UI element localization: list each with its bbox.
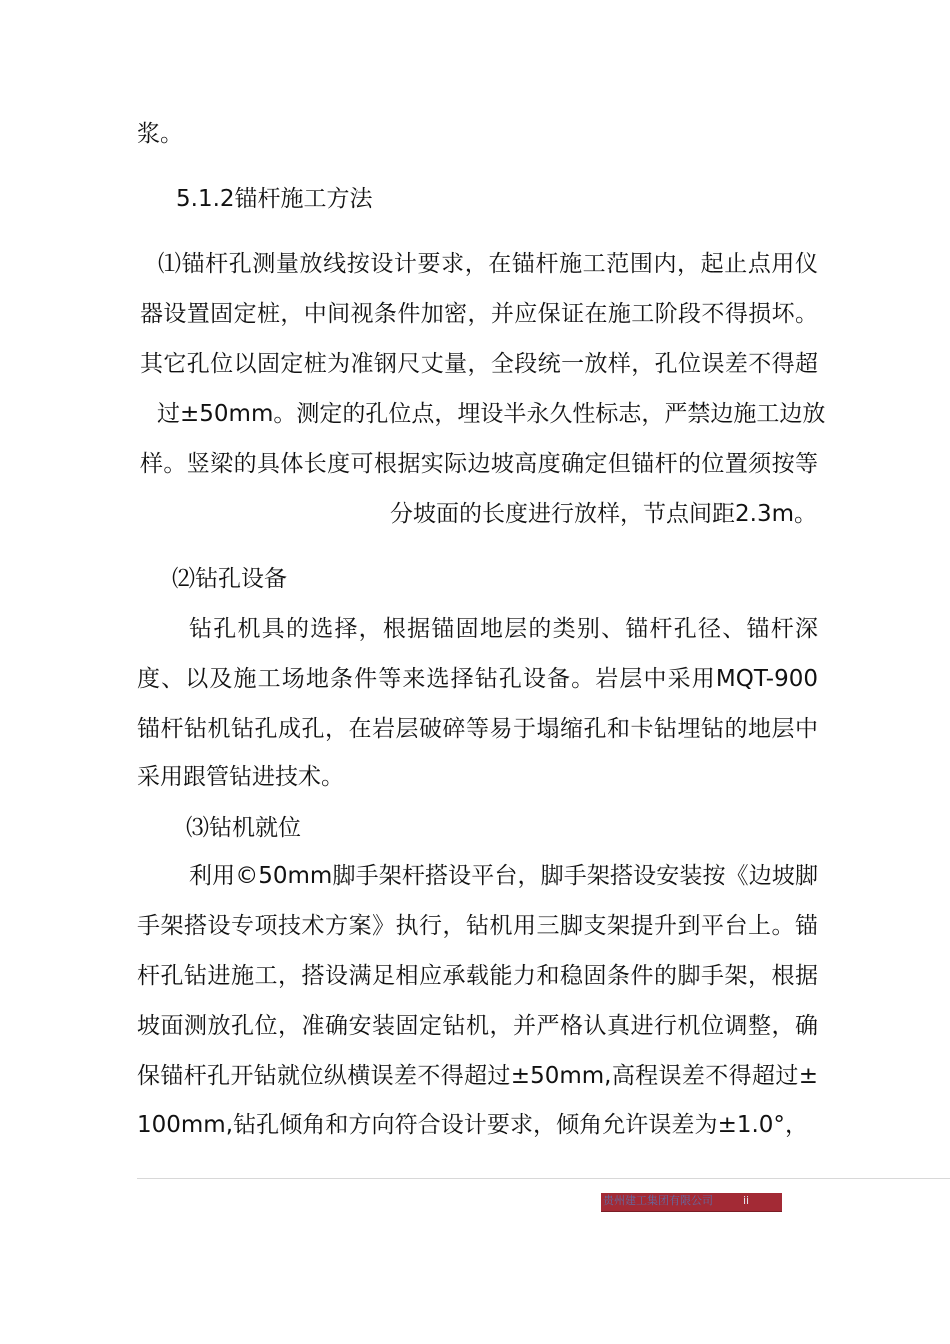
footer-company-name: 贵州建工集团有限公司 [603,1194,713,1207]
footer-divider [137,1178,950,1179]
section-heading-5-1-2: 5.1.2锚杆施工方法 [176,186,373,212]
subheading-drilling-equipment: ⑵钻孔设备 [172,566,287,592]
paragraph-3-line: 坡面测放孔位，准确安装固定钻机，并严格认真进行机位调整，确 [137,1013,818,1039]
paragraph-3-line: 保锚杆孔开钻就位纵横误差不得超过±50mm,高程误差不得超过± [137,1063,818,1089]
paragraph-1-line: 分坡面的长度进行放样，节点间距2.3m。 [390,501,817,527]
paragraph-2-line: 度、以及施工场地条件等来选择钻孔设备。岩层中采用MQT-900 [137,666,818,692]
paragraph-1-line: 其它孔位以固定桩为准钢尺丈量，全段统一放样，孔位误差不得超 [140,351,818,377]
paragraph-3-line: 手架搭设专项技术方案》执行，钻机用三脚支架提升到平台上。锚 [137,913,818,939]
footer-page-number: ii [743,1194,750,1207]
paragraph-3-line: 利用©50mm脚手架杆搭设平台，脚手架搭设安装按《边坡脚 [189,863,818,889]
paragraph-1-line: 器设置固定桩，中间视条件加密，并应保证在施工阶段不得损坏。 [140,301,818,327]
paragraph-2-line: 采用跟管钻进技术。 [137,764,344,790]
paragraph-2-line: 钻孔机具的选择，根据锚固地层的类别、锚杆孔径、锚杆深 [189,616,818,642]
footer-company-badge [601,1193,782,1212]
subheading-drill-positioning: ⑶钻机就位 [186,815,301,841]
paragraph-3-line: 100mm,钻孔倾角和方向符合设计要求，倾角允许误差为±1.0°， [137,1112,808,1138]
paragraph-1-line: 过±50mm。测定的孔位点，埋设半永久性标志，严禁边施工边放 [157,401,826,427]
paragraph-2-line: 锚杆钻机钻孔成孔，在岩层破碎等易于塌缩孔和卡钻埋钻的地层中 [137,716,818,742]
paragraph-1-line: 样。竖梁的具体长度可根据实际边坡高度确定但锚杆的位置须按等 [140,451,818,477]
paragraph-1-line: ⑴锚杆孔测量放线按设计要求，在锚杆施工范围内，起止点用仪 [158,251,818,277]
text-line-continuation: 浆。 [137,121,183,147]
paragraph-3-line: 杆孔钻进施工，搭设满足相应承载能力和稳固条件的脚手架，根据 [137,963,818,989]
